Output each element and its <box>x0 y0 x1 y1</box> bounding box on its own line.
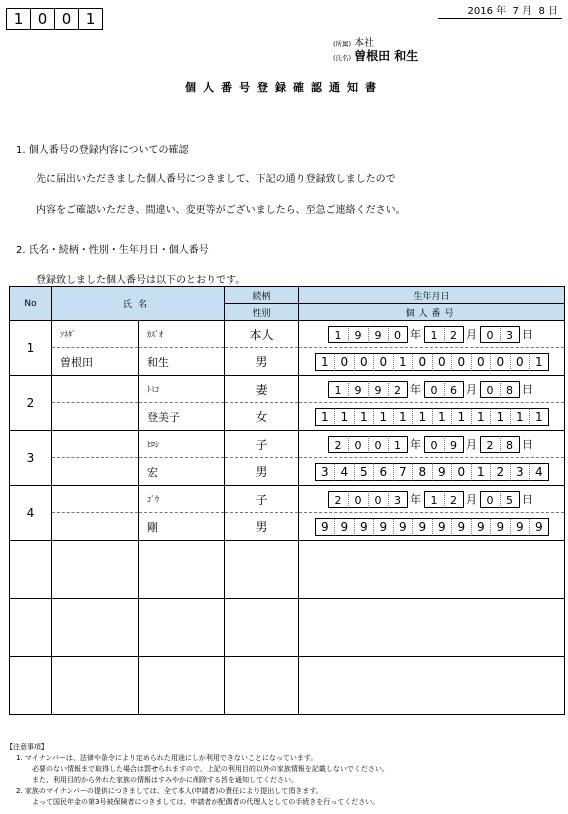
header-gender: 性別 <box>225 304 299 321</box>
page-title: 個人番号登録確認通知書 <box>185 81 383 94</box>
table-row <box>10 321 565 348</box>
mynumber-boxes <box>299 408 564 426</box>
note-line: よって国民年金の第3号被保険者につきましては、申請者が配偶者の代理人としての手続きを行ってください。 <box>32 798 380 806</box>
mynumber-digit: 0 <box>432 353 452 371</box>
empty-cell <box>299 657 565 715</box>
birth-date-boxes <box>299 491 564 508</box>
note-line: 1. マイナンバーは、法律や条令により定められた用途にしか利用できないことになっています。 <box>16 754 318 762</box>
note-line: 2. 家族のマイナンバーの提供につきましては、全て本人(申請者)の責任により提出して頂きます。 <box>16 787 323 795</box>
person-line <box>333 47 418 64</box>
date-year: 2016 <box>467 6 493 17</box>
last-name <box>52 403 139 431</box>
mynumber-boxes <box>299 463 564 481</box>
birth-year-digit: 9 <box>368 381 388 398</box>
birth-month-digit: 2 <box>444 491 464 508</box>
header-name: 氏名 <box>52 287 225 321</box>
person-name: 曽根田 和生 <box>354 49 419 63</box>
date-day: 8 <box>538 6 545 17</box>
birth-year-digit: 9 <box>348 381 368 398</box>
mynumber-digit: 9 <box>471 518 491 536</box>
birth-day-digit: 5 <box>500 491 520 508</box>
mynumber-digit: 4 <box>529 463 549 481</box>
empty-cell <box>225 541 299 599</box>
mynumber-digit: 9 <box>432 518 452 536</box>
birth-year-digit: 0 <box>368 491 388 508</box>
mynumber-cell <box>299 458 565 486</box>
birth-year-digit: 9 <box>368 326 388 343</box>
gender: 男 <box>225 458 299 486</box>
empty-cell <box>225 599 299 657</box>
birth-date-boxes <box>299 436 564 453</box>
mynumber-digit: 1 <box>529 408 549 426</box>
header-birth: 生年月日 <box>299 287 565 304</box>
issue-date <box>438 2 562 19</box>
person-label: (氏名) <box>333 54 352 62</box>
empty-cell <box>52 657 139 715</box>
date-year-unit: 年 <box>496 6 507 17</box>
mynumber-cell <box>299 403 565 431</box>
mynumber-digit: 9 <box>529 518 549 536</box>
birth-month-digit: 1 <box>424 326 444 343</box>
birth-year-digit: 1 <box>328 326 348 343</box>
birth-date-cell <box>299 486 565 513</box>
empty-row <box>10 599 565 657</box>
table-row <box>10 431 565 458</box>
mynumber-digit: 3 <box>510 463 530 481</box>
birth-date-cell <box>299 431 565 458</box>
empty-cell <box>10 657 52 715</box>
row-number: 3 <box>10 431 52 486</box>
mynumber-digit: 4 <box>334 463 354 481</box>
relation: 子 <box>225 486 299 513</box>
last-name <box>52 458 139 486</box>
birth-month-digit: 2 <box>444 326 464 343</box>
office-label: (所属) <box>333 40 352 48</box>
mynumber-digit: 0 <box>451 463 471 481</box>
mynumber-digit: 1 <box>412 408 432 426</box>
empty-cell <box>299 541 565 599</box>
mynumber-digit: 2 <box>490 463 510 481</box>
birth-day-digit: 0 <box>480 326 500 343</box>
first-name: 宏 <box>139 458 225 486</box>
mynumber-digit: 3 <box>315 463 335 481</box>
birth-month-digit: 6 <box>444 381 464 398</box>
birth-year-digit: 0 <box>368 436 388 453</box>
office-value: 本社 <box>354 38 375 49</box>
mynumber-digit: 9 <box>334 518 354 536</box>
gender: 男 <box>225 513 299 541</box>
table-row <box>10 348 565 376</box>
notes-section <box>6 742 389 808</box>
mynumber-digit: 6 <box>373 463 393 481</box>
relation: 本人 <box>225 321 299 348</box>
mynumber-digit: 1 <box>529 353 549 371</box>
month-unit: 月 <box>466 438 478 451</box>
first-name-kana: ﾄﾐｺ <box>139 376 225 403</box>
year-unit: 年 <box>410 438 422 451</box>
birth-month-digit: 0 <box>424 381 444 398</box>
empty-cell <box>299 599 565 657</box>
birth-date-boxes <box>299 326 564 343</box>
birth-year-digit: 2 <box>328 436 348 453</box>
birth-year-digit: 1 <box>328 381 348 398</box>
mynumber-digit: 9 <box>373 518 393 536</box>
document-id-boxes <box>6 8 102 30</box>
birth-year-digit: 9 <box>348 326 368 343</box>
mynumber-cell <box>299 513 565 541</box>
mynumber-digit: 9 <box>432 463 452 481</box>
year-unit: 年 <box>410 383 422 396</box>
table-row <box>10 486 565 513</box>
document-id-digit: 1 <box>78 8 103 30</box>
birth-year-digit: 2 <box>328 491 348 508</box>
empty-cell <box>10 541 52 599</box>
year-unit: 年 <box>410 493 422 506</box>
mynumber-digit: 1 <box>471 463 491 481</box>
table-row <box>10 458 565 486</box>
mynumber-digit: 1 <box>432 408 452 426</box>
last-name <box>52 513 139 541</box>
section1-line1: 先に届出いただきました個人番号につきまして、下記の通り登録致しましたので <box>36 174 396 185</box>
last-name-kana <box>52 431 139 458</box>
section2-heading: 2. 氏名・続柄・性別・生年月日・個人番号 <box>16 245 209 256</box>
first-name-kana: ｺﾞｳ <box>139 486 225 513</box>
document-id-digit: 1 <box>6 8 31 30</box>
mynumber-digit: 0 <box>354 353 374 371</box>
mynumber-boxes <box>299 518 564 536</box>
mynumber-digit: 9 <box>490 518 510 536</box>
relation: 子 <box>225 431 299 458</box>
year-unit: 年 <box>410 328 422 341</box>
mynumber-digit: 0 <box>471 353 491 371</box>
month-unit: 月 <box>466 383 478 396</box>
month-unit: 月 <box>466 328 478 341</box>
table-row <box>10 376 565 403</box>
last-name-kana <box>52 486 139 513</box>
month-unit: 月 <box>466 493 478 506</box>
table-row <box>10 513 565 541</box>
mynumber-digit: 1 <box>393 408 413 426</box>
mynumber-digit: 9 <box>354 518 374 536</box>
empty-cell <box>139 599 225 657</box>
section2-intro: 登録致しました個人番号は以下のとおりです。 <box>36 275 246 286</box>
birth-year-digit: 0 <box>348 436 368 453</box>
mynumber-digit: 8 <box>412 463 432 481</box>
mynumber-digit: 9 <box>412 518 432 536</box>
relation: 妻 <box>225 376 299 403</box>
mynumber-digit: 7 <box>393 463 413 481</box>
row-number: 1 <box>10 321 52 376</box>
birth-day-digit: 0 <box>480 381 500 398</box>
birth-year-digit: 2 <box>388 381 408 398</box>
birth-month-digit: 9 <box>444 436 464 453</box>
section1-heading: 1. 個人番号の登録内容についての確認 <box>16 145 189 156</box>
birth-day-digit: 2 <box>480 436 500 453</box>
birth-date-boxes <box>299 381 564 398</box>
birth-year-digit: 3 <box>388 491 408 508</box>
empty-row <box>10 657 565 715</box>
gender: 男 <box>225 348 299 376</box>
mynumber-digit: 1 <box>510 408 530 426</box>
birth-year-digit: 0 <box>348 491 368 508</box>
empty-cell <box>10 599 52 657</box>
first-name: 登美子 <box>139 403 225 431</box>
empty-row <box>10 541 565 599</box>
gender: 女 <box>225 403 299 431</box>
last-name: 曽根田 <box>52 348 139 376</box>
note-line: 必要のない情報まで取得した場合は罰せられますので、上記の利用目的以外の家族情報を記載しないでください。 <box>32 765 389 773</box>
header-mynumber: 個人番号 <box>299 304 565 321</box>
day-unit: 日 <box>522 493 534 506</box>
mynumber-digit: 1 <box>315 408 335 426</box>
mynumber-digit: 1 <box>451 408 471 426</box>
birth-day-digit: 8 <box>500 436 520 453</box>
mynumber-digit: 0 <box>373 353 393 371</box>
empty-cell <box>52 541 139 599</box>
registration-table <box>9 286 565 715</box>
birth-date-cell <box>299 376 565 403</box>
first-name: 和生 <box>139 348 225 376</box>
date-day-unit: 日 <box>548 6 558 17</box>
first-name-kana: ｶｽﾞｵ <box>139 321 225 348</box>
mynumber-boxes <box>299 353 564 371</box>
mynumber-digit: 5 <box>354 463 374 481</box>
mynumber-digit: 0 <box>510 353 530 371</box>
notes-heading: 【注意事項】 <box>6 743 48 751</box>
mynumber-digit: 1 <box>471 408 491 426</box>
last-name-kana: ｿﾈﾀﾞ <box>52 321 139 348</box>
first-name-kana: ﾋﾛｼ <box>139 431 225 458</box>
date-month: 7 <box>512 6 519 17</box>
birth-date-cell <box>299 321 565 348</box>
birth-year-digit: 0 <box>388 326 408 343</box>
mynumber-digit: 1 <box>393 353 413 371</box>
birth-day-digit: 0 <box>480 491 500 508</box>
mynumber-cell <box>299 348 565 376</box>
note-line: また、利用目的から外れた家族の情報はすみやかに削除する旨を通知してください。 <box>32 776 298 784</box>
mynumber-digit: 1 <box>490 408 510 426</box>
day-unit: 日 <box>522 438 534 451</box>
birth-day-digit: 3 <box>500 326 520 343</box>
header-relation: 続柄 <box>225 287 299 304</box>
document-id-digit: 0 <box>30 8 55 30</box>
section1-line2: 内容をご確認いただき、間違い、変更等がございましたら、至急ご連絡ください。 <box>36 205 406 216</box>
mynumber-digit: 9 <box>451 518 471 536</box>
empty-cell <box>52 599 139 657</box>
mynumber-digit: 1 <box>354 408 374 426</box>
header-no: No <box>10 287 52 321</box>
empty-cell <box>225 657 299 715</box>
birth-year-digit: 1 <box>388 436 408 453</box>
mynumber-digit: 9 <box>393 518 413 536</box>
date-month-unit: 月 <box>522 6 533 17</box>
empty-cell <box>139 657 225 715</box>
row-number: 4 <box>10 486 52 541</box>
mynumber-digit: 1 <box>334 408 354 426</box>
birth-day-digit: 8 <box>500 381 520 398</box>
mynumber-digit: 9 <box>315 518 335 536</box>
day-unit: 日 <box>522 328 534 341</box>
birth-month-digit: 1 <box>424 491 444 508</box>
mynumber-digit: 1 <box>373 408 393 426</box>
document-id-digit: 0 <box>54 8 79 30</box>
day-unit: 日 <box>522 383 534 396</box>
row-number: 2 <box>10 376 52 431</box>
mynumber-digit: 0 <box>451 353 471 371</box>
empty-cell <box>139 541 225 599</box>
mynumber-digit: 0 <box>412 353 432 371</box>
first-name: 剛 <box>139 513 225 541</box>
birth-month-digit: 0 <box>424 436 444 453</box>
last-name-kana <box>52 376 139 403</box>
table-row <box>10 403 565 431</box>
mynumber-digit: 0 <box>334 353 354 371</box>
mynumber-digit: 0 <box>490 353 510 371</box>
mynumber-digit: 1 <box>315 353 335 371</box>
mynumber-digit: 9 <box>510 518 530 536</box>
